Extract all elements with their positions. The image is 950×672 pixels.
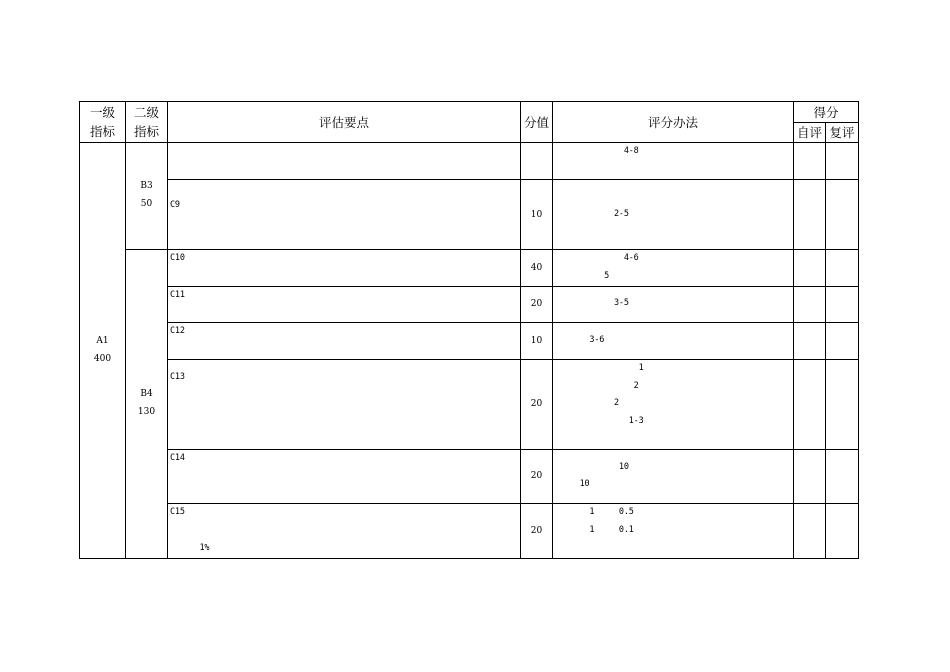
self-eval-cell[interactable] [794,504,826,558]
self-eval-cell[interactable] [794,359,826,449]
evaluation-table [79,101,859,559]
review-cell[interactable] [826,323,859,360]
self-eval-cell[interactable] [794,323,826,360]
header-row-1 [80,102,859,123]
points-cell: C14 [168,449,521,503]
self-eval-cell[interactable] [794,143,826,180]
got-header: 得分 [794,102,859,123]
table-row [80,359,859,449]
points-cell: C13 [168,359,521,449]
method-header: 评分办法 [553,102,794,143]
score-cell: 40 [521,250,553,287]
score-cell: 10 [521,323,553,360]
b3-cell: B3 50 [126,143,168,250]
review-cell[interactable] [826,504,859,558]
points-cell: C9 [168,180,521,250]
table-row [80,250,859,287]
method-cell: 4-6 5 [553,250,794,287]
score-cell: 20 [521,359,553,449]
score-cell [521,143,553,180]
score-cell: 20 [521,504,553,558]
review-cell[interactable] [826,143,859,180]
review-header: 复评 [826,123,859,143]
method-cell: 10 10 [553,449,794,503]
level2-header: 二级 指标 [126,102,168,143]
score-cell: 20 [521,449,553,503]
points-cell [168,143,521,180]
points-cell: C10 [168,250,521,287]
method-cell: 4-8 [553,143,794,180]
points-cell: C15 1% [168,504,521,558]
b4-cell: B4 130 [126,250,168,559]
review-cell[interactable] [826,250,859,287]
table-row [80,449,859,503]
review-cell[interactable] [826,286,859,323]
table-row [80,504,859,558]
table-row [80,143,859,180]
review-cell[interactable] [826,449,859,503]
method-cell: 1 0.5 1 0.1 [553,504,794,558]
a1-cell: A1 400 [80,143,126,559]
self-eval-header: 自评 [794,123,826,143]
method-cell: 2-5 [553,180,794,250]
score-header: 分值 [521,102,553,143]
level1-header: 一级 指标 [80,102,126,143]
points-cell: C11 [168,286,521,323]
self-eval-cell[interactable] [794,286,826,323]
self-eval-cell[interactable] [794,180,826,250]
table-row [80,323,859,360]
table-row [80,180,859,250]
points-header: 评估要点 [168,102,521,143]
review-cell[interactable] [826,359,859,449]
table-row [80,286,859,323]
method-cell: 3-5 [553,286,794,323]
points-cell: C12 [168,323,521,360]
self-eval-cell[interactable] [794,449,826,503]
self-eval-cell[interactable] [794,250,826,287]
score-cell: 10 [521,180,553,250]
method-cell: 1 2 2 1-3 [553,359,794,449]
score-cell: 20 [521,286,553,323]
method-cell: 3-6 [553,323,794,360]
review-cell[interactable] [826,180,859,250]
